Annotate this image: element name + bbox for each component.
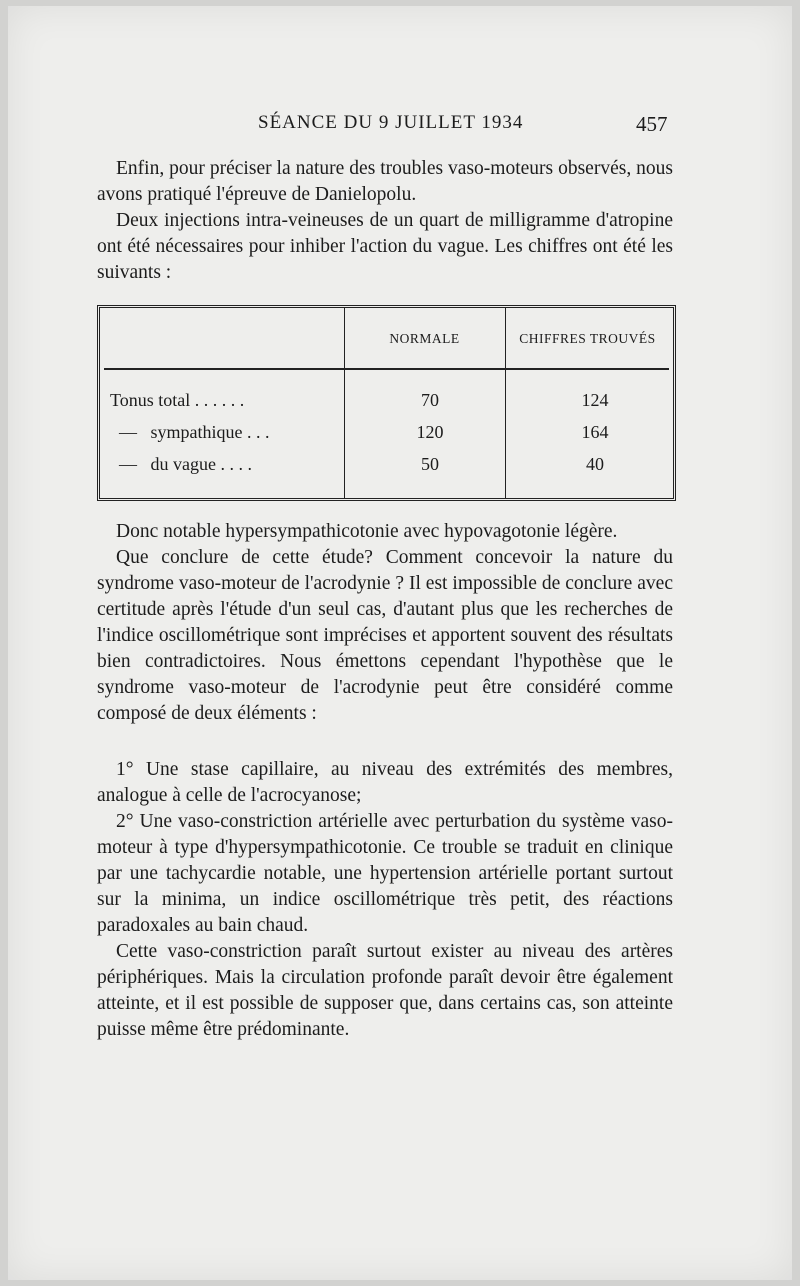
page-header <box>0 112 800 142</box>
paragraph-atropine: Deux injections intra-veineuses de un quart de milligramme d'atropine ont été nécessaires pour inhiber l'action du vague. Les chiffres ont été les suivants : <box>97 210 673 283</box>
table-row <box>100 390 670 416</box>
cell-normale: 50 <box>421 454 439 474</box>
paragraph-element-2: 2° Une vaso-constriction artérielle avec perturbation du système vaso-moteur à type d'hypersympathicotonie. Ce trouble se traduit en clinique par une tachycardie notable, une hypertension artérielle portant surtout sur la minima, un indice oscillométrique très petit, des réactions paradoxales au bain chaud. <box>97 811 673 936</box>
page-number: 457 <box>636 112 668 136</box>
running-head: SÉANCE DU 9 JUILLET 1934 <box>258 112 524 133</box>
paragraph-element-1: 1° Une stase capillaire, au niveau des extrémités des membres, analogue à celle de l'acrocyanose; <box>97 759 673 806</box>
table-row <box>100 422 670 448</box>
table-row <box>100 454 670 480</box>
paragraph-discussion: Que conclure de cette étude? Comment concevoir la nature du syndrome vaso-moteur de l'acrodynie ? Il est impossible de conclure avec certitude après l'étude d'un seul cas, d'autant plus que les recherches de l'indice oscillométrique sont imprécises et apportent souvent des résultats bien contradictoires. Nous émettons cependant l'hypothèse que le syndrome vaso-moteur de l'acrodynie peut être considéré comme composé de deux éléments : <box>97 547 673 724</box>
column-header-normale: NORMALE <box>389 331 460 346</box>
cell-trouves: 164 <box>581 422 609 442</box>
results-table <box>97 305 676 501</box>
row-label: — sympathique . . . <box>110 422 270 442</box>
column-header-chiffres-trouves: CHIFFRES TROUVÉS <box>519 331 656 346</box>
cell-normale: 70 <box>421 390 439 410</box>
cell-trouves: 40 <box>586 454 604 474</box>
paragraph-circulation: Cette vaso-constriction paraît surtout exister au niveau des artères périphériques. Mais la circulation profonde paraît devoir être également atteinte, et il est possible de supposer que, dans certains cas, son atteinte puisse même être prédominante. <box>97 941 673 1040</box>
row-label: — du vague . . . . <box>110 454 252 474</box>
paragraph-danielopolu: Enfin, pour préciser la nature des troubles vaso-moteurs observés, nous avons pratiqué l'épreuve de Danielopolu. <box>97 158 673 205</box>
row-label: Tonus total . . . . . . <box>110 390 245 410</box>
cell-trouves: 124 <box>581 390 609 410</box>
table-header-rule <box>104 368 669 370</box>
cell-normale: 120 <box>416 422 444 442</box>
paragraph-conclusion-short: Donc notable hypersympathicotonie avec hypovagotonie légère. <box>116 521 618 542</box>
